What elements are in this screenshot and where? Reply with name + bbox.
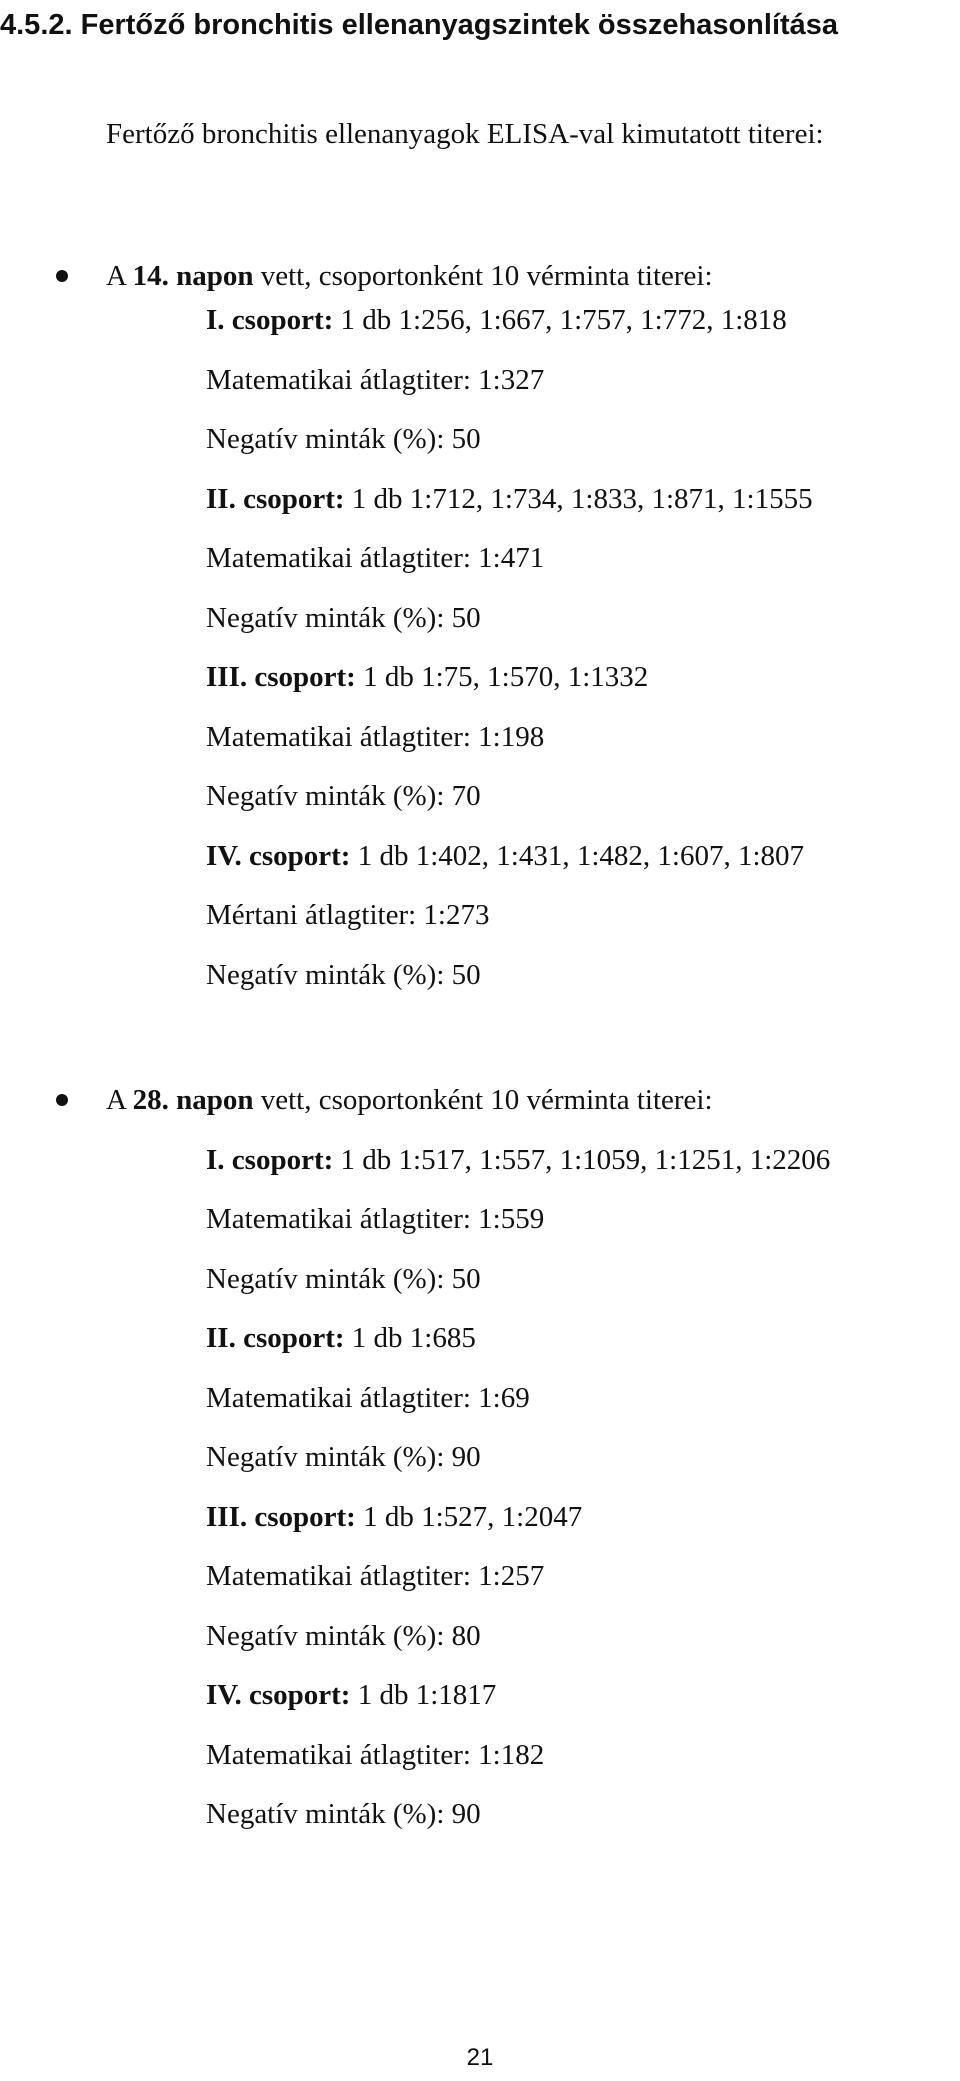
group-titers-line	[206, 1497, 582, 1537]
group-negative-samples: Negatív minták (%): 80	[206, 1620, 481, 1652]
group-mean-titer: Matematikai átlagtiter: 1:69	[206, 1382, 530, 1414]
day-description: vett, csoportonként 10 vérminta titerei:	[260, 1084, 713, 1116]
group-titers-line	[206, 1140, 830, 1180]
day-label: 14. napon	[132, 260, 254, 292]
group-label: IV. csoport:	[206, 840, 351, 872]
group-mean-titer: Matematikai átlagtiter: 1:257	[206, 1560, 545, 1592]
group-negative-samples: Negatív minták (%): 70	[206, 780, 481, 812]
day-description: vett, csoportonként 10 vérminta titerei:	[260, 260, 713, 292]
group-negative-samples: Negatív minták (%): 90	[206, 1441, 481, 1473]
group-titers: 1 db 1:1817	[357, 1679, 497, 1711]
bullet-icon	[56, 1094, 68, 1106]
group-titers-line	[206, 1318, 476, 1358]
group-titers: 1 db 1:402, 1:431, 1:482, 1:607, 1:807	[357, 840, 805, 872]
group-mean-titer: Matematikai átlagtiter: 1:559	[206, 1203, 545, 1235]
group-mean-titer: Matematikai átlagtiter: 1:471	[206, 542, 545, 574]
intro-text: Fertőző bronchitis ellenanyagok ELISA-val kimutatott titerei:	[106, 118, 824, 150]
group-label: I. csoport:	[206, 304, 334, 336]
group-label: II. csoport:	[206, 483, 345, 515]
bullet-icon	[56, 270, 68, 282]
group-label: III. csoport:	[206, 661, 356, 693]
day-28-line	[106, 1080, 713, 1120]
group-titers: 1 db 1:712, 1:734, 1:833, 1:871, 1:1555	[351, 483, 813, 515]
group-titers-line	[206, 300, 787, 340]
group-negative-samples: Negatív minták (%): 50	[206, 959, 481, 991]
group-titers: 1 db 1:517, 1:557, 1:1059, 1:1251, 1:2206	[340, 1144, 831, 1176]
day-14-line	[106, 256, 713, 296]
group-mean-titer: Matematikai átlagtiter: 1:327	[206, 364, 545, 396]
group-titers: 1 db 1:527, 1:2047	[363, 1501, 583, 1533]
group-titers: 1 db 1:685	[351, 1322, 476, 1354]
page-number: 21	[466, 2044, 494, 2071]
group-label: III. csoport:	[206, 1501, 356, 1533]
day-prefix: A	[106, 260, 126, 292]
group-titers-line	[206, 657, 648, 697]
group-negative-samples: Negatív minták (%): 90	[206, 1798, 481, 1830]
group-mean-titer: Mértani átlagtiter: 1:273	[206, 899, 490, 931]
group-mean-titer: Matematikai átlagtiter: 1:198	[206, 721, 545, 753]
group-titers: 1 db 1:256, 1:667, 1:757, 1:772, 1:818	[340, 304, 787, 336]
day-label: 28. napon	[132, 1084, 254, 1116]
day-prefix: A	[106, 1084, 126, 1116]
group-titers-line	[206, 479, 813, 519]
group-label: IV. csoport:	[206, 1679, 351, 1711]
group-negative-samples: Negatív minták (%): 50	[206, 423, 481, 455]
group-titers: 1 db 1:75, 1:570, 1:1332	[363, 661, 649, 693]
group-negative-samples: Negatív minták (%): 50	[206, 602, 481, 634]
group-negative-samples: Negatív minták (%): 50	[206, 1263, 481, 1295]
section-heading: 4.5.2. Fertőző bronchitis ellenanyagszintek összehasonlítása	[0, 9, 839, 41]
group-mean-titer: Matematikai átlagtiter: 1:182	[206, 1739, 545, 1771]
group-titers-line	[206, 1675, 496, 1715]
group-label: II. csoport:	[206, 1322, 345, 1354]
group-titers-line	[206, 836, 804, 876]
group-label: I. csoport:	[206, 1144, 334, 1176]
